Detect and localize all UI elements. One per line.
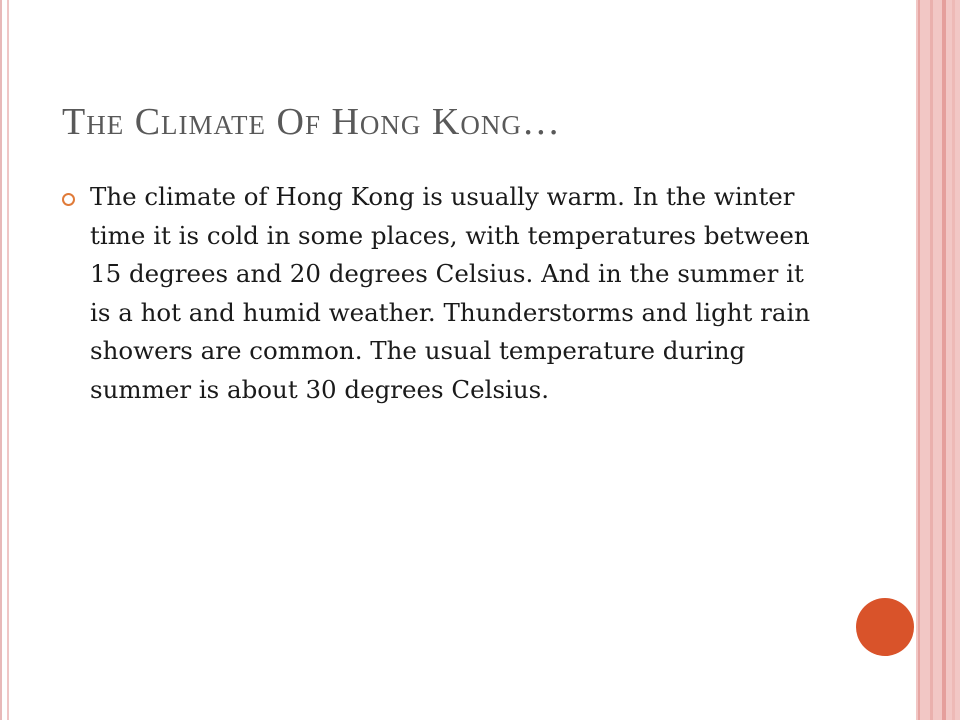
right-band-line (952, 0, 955, 720)
right-band-line (918, 0, 920, 720)
slide-title: The Climate Of Hong Kong… (62, 101, 561, 143)
orange-circle-icon (856, 598, 914, 656)
hollow-circle-bullet-icon (62, 193, 75, 206)
right-band-line (942, 0, 946, 720)
slide-content (62, 178, 842, 409)
right-band-line (930, 0, 933, 720)
bullet-item (62, 178, 842, 409)
left-border-stripe (0, 0, 2, 720)
left-border-stripe-inner (7, 0, 9, 720)
bullet-text: The climate of Hong Kong is usually warm. In the winter time it is cold in some places, with temperatures between 15 degrees and 20 degrees Celsius. And in the summer it is a hot and humid weather. Thunderstorms and light rain showers are common. The usual temperature during summer is about 30 degrees Celsius. (90, 182, 811, 404)
